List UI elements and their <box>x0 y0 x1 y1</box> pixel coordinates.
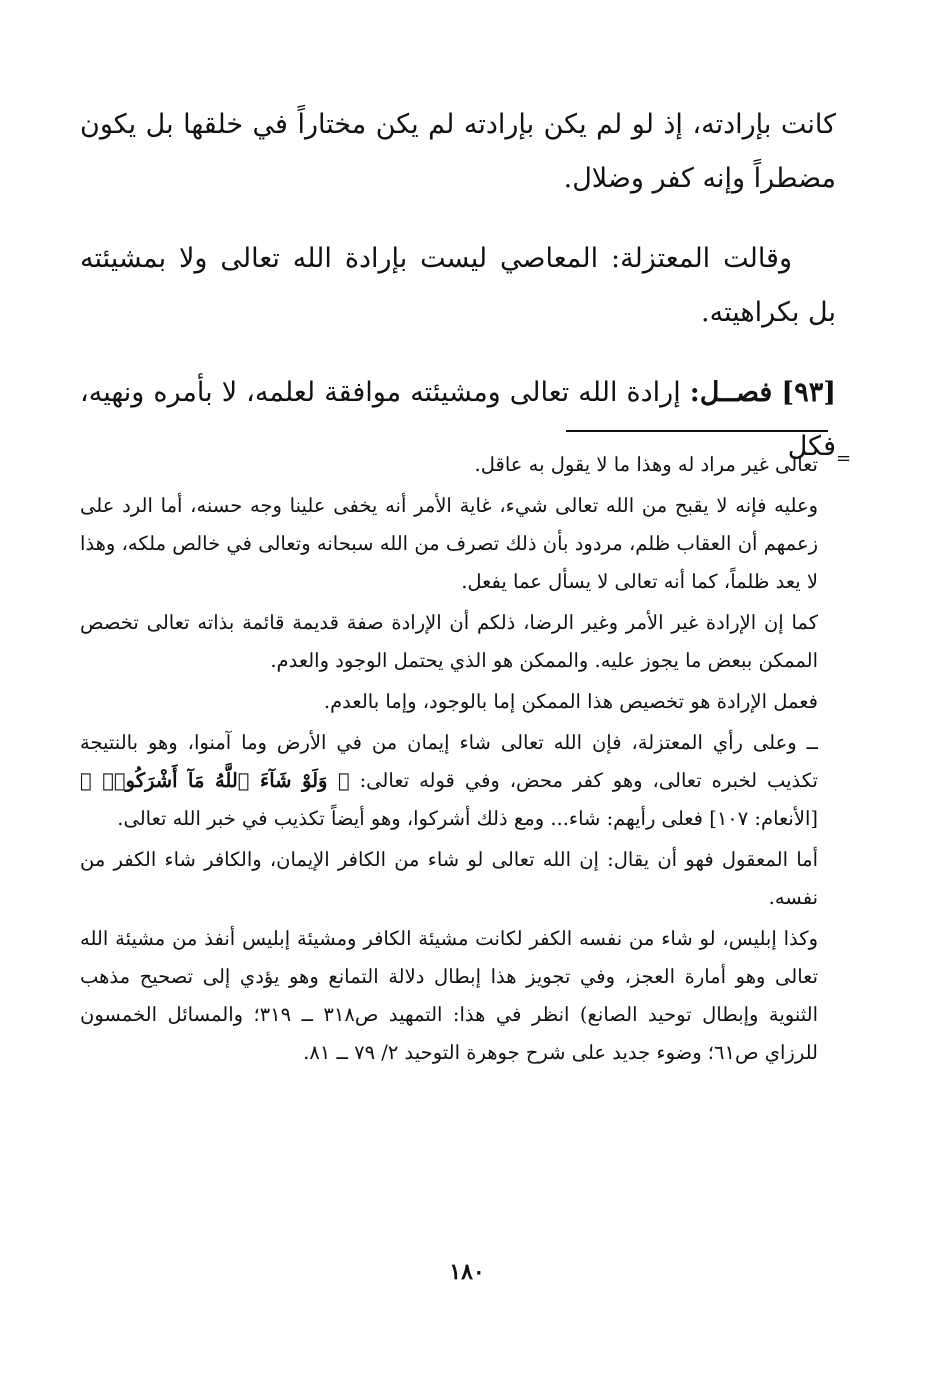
section-text: إرادة الله تعالى ومشيئته موافقة لعلمه، لا بأمره ونهيه، فكل <box>80 377 836 462</box>
footnote-line: أما المعقول فهو أن يقال: إن الله تعالى لو شاء من الكافر الإيمان، والكافر شاء الكفر من نفسه. <box>80 848 818 909</box>
footnote-line: وكذا إبليس، لو شاء من نفسه الكفر لكانت مشيئة الكافر ومشيئة إبليس أنفذ من مشيئة الله تعالى وهو أمارة العجز، وفي تجويز هذا إبطال دلالة التمانع وهو يؤدي إلى تصحيح مذهب الثنوية وإبطال توحيد الصانع) انظر في هذا: التمهيد ص٣١٨ ــ ٣١٩؛ والمسائل الخمسون للرزاي ص٦١؛ وضوء جديد على شرح جوهرة التوحيد ٢/ ٧٩ ــ ٨١. <box>80 927 818 1064</box>
footnote-line <box>80 724 818 838</box>
page-number: ١٨٠ <box>449 1259 485 1285</box>
footnote-continuation-mark: = <box>836 448 852 469</box>
footnote-line: تعالى غير مراد له وهذا ما لا يقول به عاقل. <box>474 453 818 476</box>
footnote-text: ــ وعلى رأي المعتزلة، فإن الله تعالى شاء إيمان من في الأرض وما آمنوا، وهو بالنتيجة تكذيب لخبره تعالى، وهو كفر محض، وفي قوله تعالى: <box>80 731 818 792</box>
footnote-separator <box>566 430 828 432</box>
footnote-line: وعليه فإنه لا يقبح من الله تعالى شيء، غاية الأمر أنه يخفى علينا وجه حسنه، أما الرد على زعمهم أن العقاب ظلم، مردود بأن ذلك تصرف من الله سبحانه وتعالى في خالص ملكه، وهذا لا يعد ظلماً، كما أنه تعالى لا يسأل عما يفعل. <box>80 494 818 593</box>
section-heading: فصــل: <box>689 377 773 408</box>
footnote-line: كما إن الإرادة غير الأمر وغير الرضا، ذلكم أن الإرادة صفة قديمة قائمة بذاته تعالى تخصص الممكن ببعض ما يجوز عليه. والممكن هو الذي يحتمل الوجود والعدم. <box>80 611 818 672</box>
main-text <box>80 98 836 500</box>
main-paragraph: وقالت المعتزلة: المعاصي ليست بإرادة الله تعالى ولا بمشيئته بل بكراهيته. <box>80 243 836 328</box>
main-paragraph: كانت بإرادته، إذ لو لم يكن بإرادته لم يكن مختاراً في خلقها بل يكون مضطراً وإنه كفر وضلال. <box>80 109 836 194</box>
footnote-text: [الأنعام: ١٠٧] فعلى رأيهم: شاء... ومع ذلك أشركوا، وهو أيضاً تكذيب في خبر الله تعالى. <box>117 807 818 830</box>
footnote-line: فعمل الإرادة هو تخصيص هذا الممكن إما بالوجود، وإما بالعدم. <box>323 690 818 713</box>
quran-verse: ﴿ وَلَوْ شَآءَ ٱللَّهُ مَآ أَشْرَكُوا۟ ﴾ <box>80 769 350 792</box>
section-number: [٩٣] <box>781 377 836 408</box>
footnote <box>80 446 818 1075</box>
